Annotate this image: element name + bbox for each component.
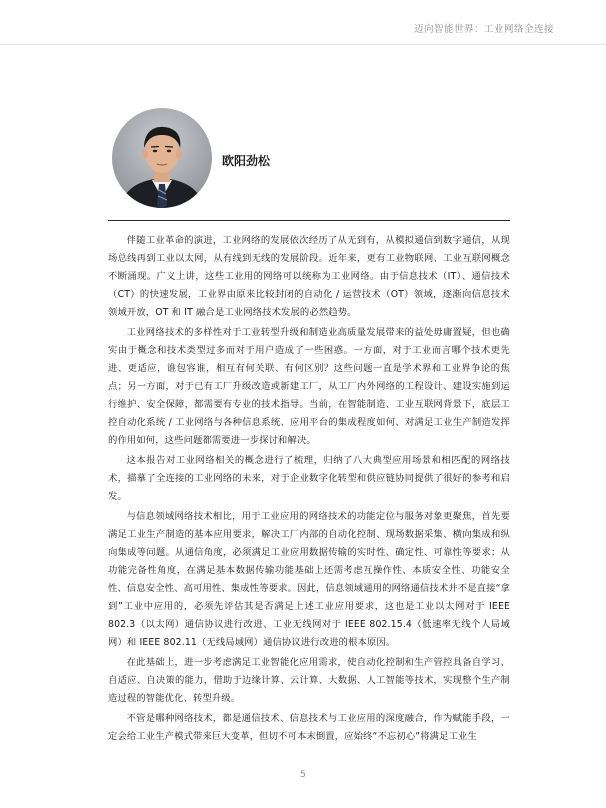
- paragraph: 与信息领域网络技术相比，用于工业应用的网络技术的功能定位与服务对象更聚焦，首先要满足工业生产制造的基本应用要求，解决工厂内部的自动化控制、现场数据采集、横向集成和纵向集成等问题。从通信角度，必须满足工业应用数据传输的实时性、确定性、可靠性等要求；从功能完备性角度，在满足基本数据传输功能基础上还需考虑互操作性、本质安全性、功能安全性、信息安全性、高可用性、集成性等要求。因此，信息领域通用的网络通信技术并不是直接“拿到”工业中应用的，必须先评估其是否满足上述工业应用要求，这也是工业以太网对于 IEEE 802.3（以太网）通信协议进行改进、工业无线网对于 IEEE 802.15.4（低速率无线个人局域网）和 IEEE 802.11（无线局域网）通信协议进行改进的根本原因。: [108, 511, 510, 648]
- author-portrait: [112, 108, 212, 208]
- article-body: [108, 232, 510, 748]
- running-header-title: 迈向智能世界：工业网络全连接: [413, 24, 554, 35]
- paragraph: 不管是哪种网络技术，都是通信技术、信息技术与工业应用的深度融合，作为赋能手段，一定会给工业生产模式带来巨大变革，但切不可本末倒置，应始终“不忘初心”将满足工业生: [108, 713, 510, 742]
- paragraph: 工业网络技术的多样性对于工业转型升级和制造业高质量发展带来的益处毋庸置疑，但也确实由于概念和技术类型过多而对于用户造成了一些困惑。一方面，对于工业而言哪个技术更先进、更适应，谁包容谁，相互有何关联、有何区别？这些问题一直是学术界和工业界争论的焦点；另一方面，对于已有工厂升级改造或新建工厂，从工厂内外网络的工程设计、建设实施到运行维护、安全保障，都需要有专业的技术指导。当前，在智能制造、工业互联网背景下，底层工控自动化系统 / 工业网络与各种信息系统、应用平台的集成程度如何、对满足工业生产制造发挥的作用如何，这些问题都需要进一步探讨和解决。: [108, 327, 510, 446]
- author-portrait-image: [112, 108, 212, 208]
- page-number: 5: [300, 770, 306, 780]
- paragraph: 在此基础上，进一步考虑满足工业智能化应用需求，使自动化控制和生产管控具备自学习、自适应、自决策的能力，借助于边缘计算、云计算、大数据、人工智能等技术，实现整个生产制造过程的智能优化、转型升级。: [108, 657, 510, 704]
- paragraph: 伴随工业革命的演进，工业网络的发展依次经历了从无到有，从模拟通信到数字通信，从现场总线再到工业以太网，从有线到无线的发展阶段。近年来，更有工业物联网、工业互联网概念不断涌现。广义上讲，这些工业用的网络可以统称为工业网络。由于信息技术（IT）、通信技术（CT）的快速发展，工业界由原来比较封闭的自动化 / 运营技术（OT）领域，逐渐向信息技术领域开放，OT 和 IT 融合是工业网络技术发展的必然趋势。: [108, 235, 510, 318]
- author-name: 欧阳劲松: [222, 154, 271, 168]
- section-divider: [108, 220, 510, 221]
- header-divider: [0, 44, 606, 45]
- paragraph: 这本报告对工业网络相关的概念进行了梳理，归纳了八大典型应用场景和相匹配的网络技术，描摹了全连接的工业网络的未来，对于企业数字化转型和供应链协同提供了很好的参考和启发。: [108, 455, 510, 502]
